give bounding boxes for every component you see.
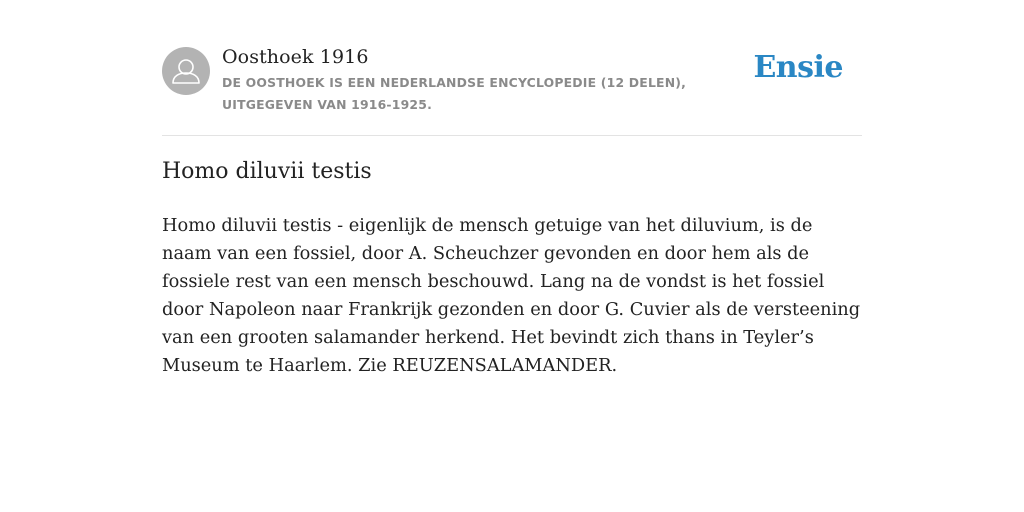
page-container — [162, 0, 862, 376]
user-icon — [162, 47, 210, 95]
source-header — [162, 0, 862, 136]
source-avatar — [162, 47, 210, 95]
entry-title: Homo diluvii testis — [162, 159, 372, 184]
ensie-logo[interactable]: Ensie — [753, 50, 843, 85]
entry-body: Homo diluvii testis - eigenlijk de mensch getuige van het diluvium, is de naam van een fossiel, door A. Scheuchzer gevonden en door hem als de fossiele rest van een mensch beschouwd. Lang na de vondst is het fossiel door Napoleon naar Frankrijk gezonden en door G. Cuvier als de versteening van een grooten salamander herkend. Het bevindt zich thans in Teyler’s Museum te Haarlem. Zie REUZENSALAMANDER. — [162, 215, 861, 376]
source-description: DE OOSTHOEK IS EEN NEDERLANDSE ENCYCLOPEDIE (12 DELEN), UITGEGEVEN VAN 1916-1925. — [222, 75, 687, 112]
source-title[interactable]: Oosthoek 1916 — [222, 46, 369, 68]
